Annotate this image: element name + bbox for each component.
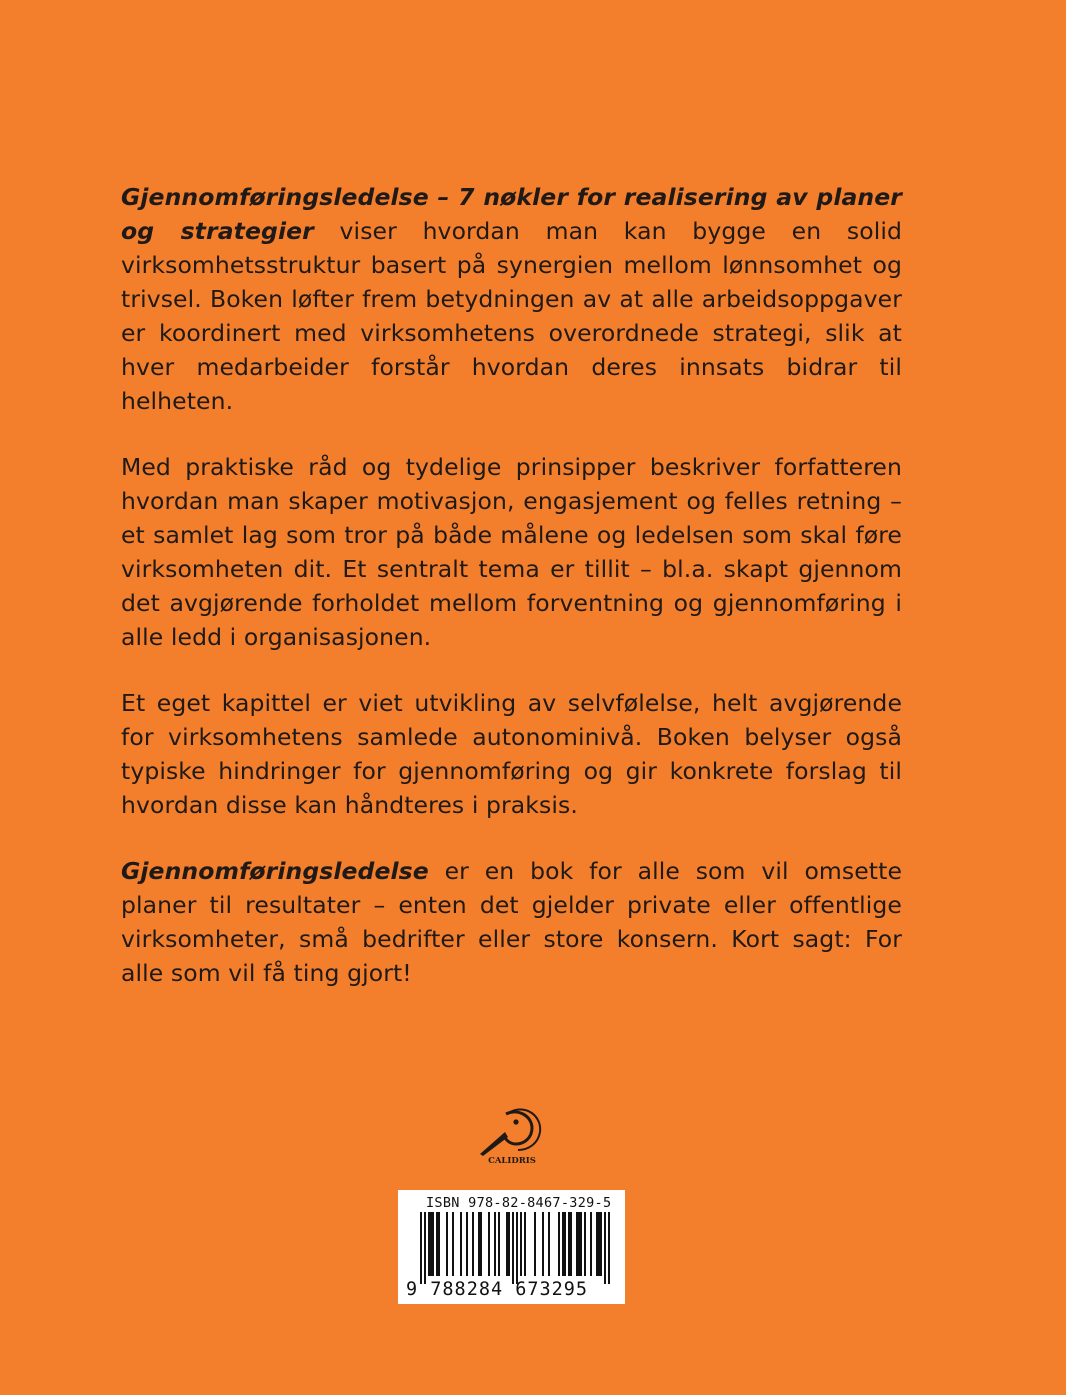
barcode-bar	[460, 1212, 462, 1276]
barcode-bar	[488, 1212, 490, 1276]
book-title-italic: Gjennomføringsledelse	[121, 857, 429, 885]
barcode-bar	[570, 1212, 572, 1276]
barcode-bar	[562, 1212, 564, 1276]
calidris-bird-logo-icon	[474, 1102, 550, 1174]
barcode-bar	[506, 1212, 508, 1276]
blurb-text: er en bok for alle som vil omsette planer til resultater – enten det gjelder private eller offentlige virksomheter, små bedrifter eller store konsern. Kort sagt: For alle som vil få ting gjort!	[121, 857, 902, 987]
barcode-bar	[580, 1212, 582, 1276]
barcode-bar	[578, 1212, 580, 1276]
blurb-paragraph-1	[121, 180, 902, 418]
barcode-bar	[516, 1212, 518, 1284]
barcode-bar	[534, 1212, 536, 1276]
barcode-bar	[436, 1212, 438, 1276]
barcode-bar	[576, 1212, 578, 1276]
isbn-label: ISBN 978-82-8467-329-5	[426, 1195, 612, 1211]
barcode-bar	[596, 1212, 598, 1276]
barcode-bar	[542, 1212, 544, 1276]
barcode-bar	[564, 1212, 566, 1276]
blurb-text: Et eget kapittel er viet utvikling av selvfølelse, helt avgjørende for virksomhetens samlede autonominivå. Boken belyser også typiske hindringer for gjennomføring og gir konkrete forslag til hvordan disse kan håndteres i praksis.	[121, 689, 902, 819]
barcode-bar	[480, 1212, 482, 1276]
barcode-bar	[520, 1212, 522, 1276]
barcode-bar	[420, 1212, 422, 1284]
blurb-paragraph-2	[121, 450, 902, 654]
barcode-bar	[558, 1212, 560, 1276]
barcode-digits: 9 788284 673295	[406, 1279, 589, 1300]
barcode-bar	[424, 1212, 426, 1284]
barcode-bar	[584, 1212, 586, 1276]
barcode-bar	[478, 1212, 480, 1276]
blurb-text: viser hvordan man kan bygge en solid virksomhetsstruktur basert på synergien mellom lønnsomhet og trivsel. Boken løfter frem betydningen av at alle arbeidsoppgaver er koordinert med virksomhetens overordnede strategi, slik at hver medarbeider forstår hvordan deres innsats bidrar til helheten.	[121, 217, 902, 415]
back-cover-blurb	[121, 180, 902, 1022]
barcode-bar	[452, 1212, 454, 1276]
barcode-bar	[608, 1212, 610, 1284]
publisher-name: CALIDRIS	[488, 1156, 536, 1166]
barcode-bar	[430, 1212, 432, 1276]
book-title-italic: Gjennomføringsledelse – 7 nøkler for realisering av planer og strategier	[121, 183, 902, 245]
barcode-bar	[604, 1212, 606, 1284]
blurb-paragraph-3	[121, 686, 902, 822]
barcode-bar	[466, 1212, 468, 1276]
barcode-bar	[438, 1212, 440, 1276]
barcode-bar	[568, 1212, 570, 1276]
barcode-bar	[548, 1212, 550, 1276]
blurb-text: Med praktiske råd og tydelige prinsipper beskriver forfatteren hvordan man skaper motivasjon, engasjement og felles retning – et samlet lag som tror på både målene og ledelsen som skal føre virksomheten dit. Et sentralt tema er tillit – bl.a. skapt gjennom det avgjørende forholdet mellom forventning og gjennomføring i alle ledd i organisasjonen.	[121, 453, 902, 651]
barcode-bar	[600, 1212, 602, 1276]
blurb-paragraph-4	[121, 854, 902, 990]
barcode-bar	[498, 1212, 500, 1276]
barcode-bar	[508, 1212, 510, 1276]
isbn-barcode	[398, 1190, 625, 1304]
publisher-logo	[474, 1102, 550, 1174]
barcode-bar	[598, 1212, 600, 1276]
barcode-bar	[446, 1212, 448, 1276]
barcode-bar	[432, 1212, 434, 1276]
barcode-bar	[590, 1212, 592, 1276]
barcode-bar	[494, 1212, 496, 1276]
barcode-bar	[428, 1212, 430, 1276]
barcode-bar	[524, 1212, 526, 1276]
barcode-bar	[512, 1212, 514, 1284]
barcode-bar	[472, 1212, 474, 1276]
